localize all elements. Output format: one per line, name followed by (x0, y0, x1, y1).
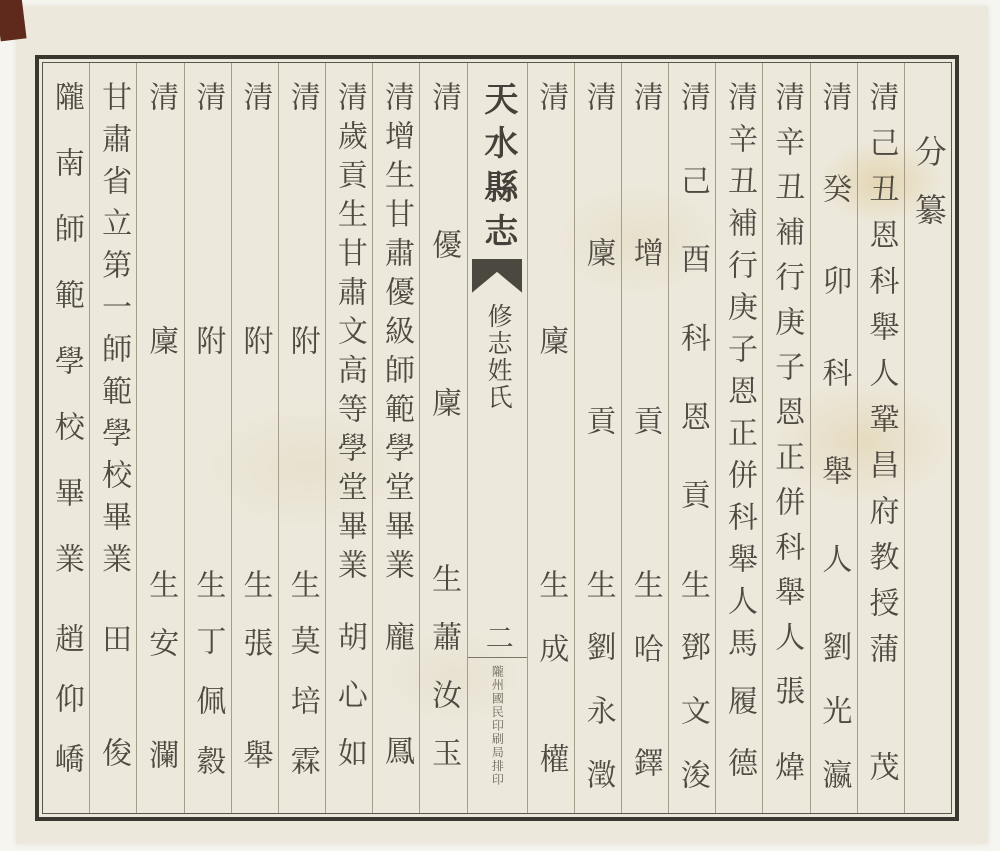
column-text-segment: 生 (581, 569, 615, 613)
column-text-segment: 張 (770, 675, 804, 719)
column-text-segment: 安 (144, 627, 178, 671)
column-text-segment: 莫培霖 (285, 625, 319, 805)
column-text-segment: 茂 (864, 751, 898, 795)
column-text-segment: 隴州國民印刷局排印 (490, 665, 505, 787)
column-entry-mo-peilin (278, 63, 325, 813)
column-text-segment: 生 (534, 569, 568, 613)
column-text-segment: 煒 (770, 751, 804, 795)
column-text-segment: 清 (191, 81, 225, 125)
column-text-segment: 舉 (238, 739, 272, 783)
column-text-segment: 生 (628, 569, 662, 613)
column-text-segment: 卯 (817, 265, 851, 309)
column-text-segment: 鄧文浚 (675, 631, 709, 823)
column-entry-liu-yongcheng (574, 63, 621, 823)
column-text-segment: 恩 (675, 401, 709, 445)
column-text-segment: 哈 (628, 633, 662, 677)
column-text-segment: 清 (534, 81, 568, 125)
column-text-segment: 二 (481, 623, 513, 653)
horizontal-rule (468, 657, 527, 658)
column-text-segment: 清 (427, 81, 461, 125)
column-text-segment: 優 (427, 229, 461, 273)
column-title-column (467, 63, 527, 813)
column-text-segment: 天水縣志 (478, 81, 516, 257)
fishtail-ornament (472, 259, 523, 293)
column-text-segment: 貢 (628, 405, 662, 449)
column-text-segment: 清己丑恩科舉人鞏昌府教授蒲 (864, 81, 898, 679)
column-entry-ha-duo (621, 63, 668, 813)
column-text-segment: 劉永澂 (581, 631, 615, 823)
page-frame (42, 62, 952, 823)
column-entry-zhao-yangqiao (43, 63, 89, 813)
column-text-segment: 生 (427, 563, 461, 607)
column-text-segment: 生 (144, 569, 178, 613)
column-text-segment: 瀾 (144, 739, 178, 783)
column-text-segment: 劉光瀛 (817, 631, 851, 823)
column-entry-an-lan (136, 63, 183, 813)
column-text-segment: 清 (285, 81, 319, 125)
column-text-segment: 張 (238, 627, 272, 671)
column-text-segment: 清 (581, 81, 615, 125)
column-text-segment: 甘肅省立第一師範學校畢業 (97, 81, 131, 585)
column-entry-cheng-quan (527, 63, 574, 813)
column-text-segment: 附 (238, 325, 272, 369)
column-text-segment: 生 (238, 569, 272, 613)
column-text-segment: 廩 (144, 325, 178, 369)
column-text-segment: 己 (675, 165, 709, 209)
column-text-segment: 清 (238, 81, 272, 125)
column-text-segment: 修志姓氏 (484, 303, 512, 411)
column-text-segment: 廩 (534, 325, 568, 369)
column-entry-xiao-ruyu (419, 63, 466, 813)
column-text-segment: 隴南師範學校畢業 (49, 81, 83, 609)
column-text-segment: 癸 (817, 173, 851, 217)
column-entry-zhang-wei (762, 63, 809, 813)
column-text-segment: 清歲貢生甘肅文高等學堂畢業 (332, 81, 366, 588)
column-text-segment: 增 (628, 237, 662, 281)
column-entry-ma-lude (715, 63, 762, 813)
column-text-segment: 履德 (723, 685, 757, 809)
column-text-segment: 人 (817, 543, 851, 587)
column-text-segment: 廩 (427, 387, 461, 431)
column-text-segment: 科 (817, 357, 851, 401)
column-text-segment: 清 (675, 81, 709, 125)
column-text-segment: 權 (534, 743, 568, 787)
column-text-segment: 生 (191, 569, 225, 613)
column-text-segment: 清 (144, 81, 178, 125)
column-text-segment: 成 (534, 633, 568, 677)
column-text-segment: 生 (675, 569, 709, 613)
column-entry-ding-peihu (184, 63, 231, 813)
column-entry-tian-jun (89, 63, 136, 813)
column-entry-deng-wenjun (668, 63, 715, 823)
column-text-segment: 清增生甘肅優級師範學堂畢業 (380, 81, 414, 588)
column-text-segment: 丁佩縠 (191, 625, 225, 805)
column-text-segment: 舉 (817, 455, 851, 499)
column-entry-pang-feng (372, 63, 419, 813)
column-text-segment: 俊 (97, 737, 131, 781)
column-text-segment: 附 (191, 325, 225, 369)
corner-red-mark (0, 0, 27, 41)
column-text-segment: 生 (285, 569, 319, 613)
book-page (16, 6, 988, 844)
column-text-segment: 趙仰嶠 (49, 623, 83, 803)
column-entry-hu-xinru (325, 63, 372, 813)
column-text-segment: 酉 (675, 243, 709, 287)
column-entry-pu-mao (857, 63, 904, 813)
column-entry-zhang-ju (231, 63, 278, 813)
column-text-segment: 清 (628, 81, 662, 125)
column-text-segment: 鳳 (380, 735, 414, 779)
column-text-segment: 貢 (675, 479, 709, 523)
column-text-segment: 廩 (581, 237, 615, 281)
column-text-segment: 鐸 (628, 747, 662, 791)
column-text-segment: 胡心如 (332, 621, 366, 795)
column-text-segment: 科 (675, 322, 709, 366)
column-text-segment: 蕭汝玉 (427, 621, 461, 795)
column-text-segment: 龐 (380, 621, 414, 665)
column-text-segment: 附 (285, 325, 319, 369)
column-entry-liu-guangying (810, 63, 857, 823)
column-text-segment: 清辛丑補行庚子恩正併科舉人馬 (723, 81, 757, 669)
column-text-segment: 田 (97, 623, 131, 667)
column-header-fenzuan (904, 63, 951, 813)
column-text-segment: 貢 (581, 405, 615, 449)
column-text-segment: 清辛丑補行庚子恩正併科舉人 (770, 81, 804, 666)
column-text-segment: 分纂 (910, 135, 947, 251)
column-text-segment: 清 (817, 81, 851, 125)
